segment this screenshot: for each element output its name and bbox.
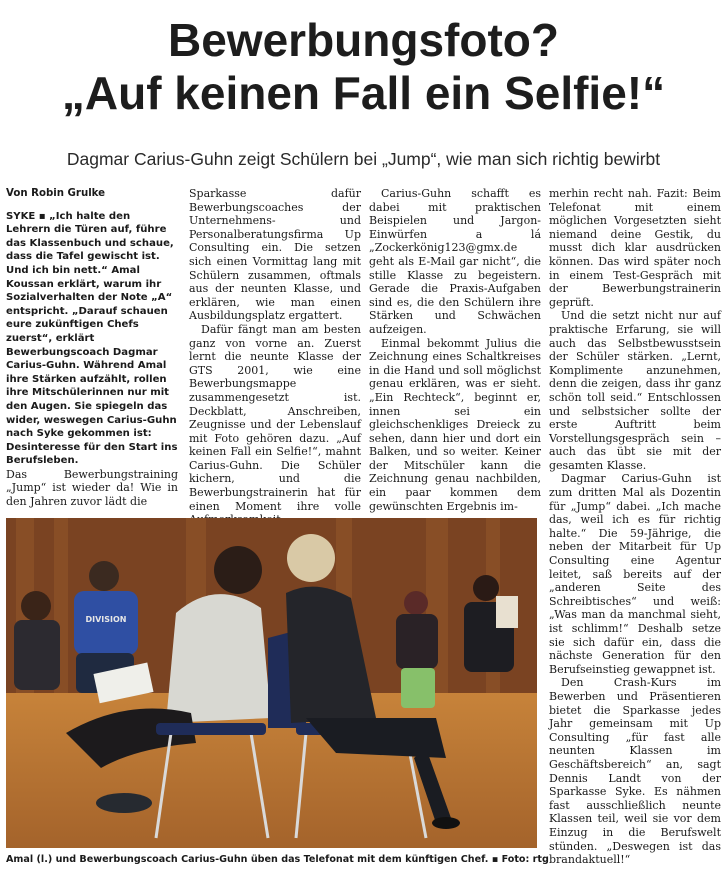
sweater-print: DIVISION <box>85 615 127 624</box>
body-paragraph: Dagmar Carius-Guhn ist zum dritten Mal als Dozentin für „Jump“ dabei. „Ich mache das, weil ich es für richtig halte.“ Die 59-Jährige, die neben der Mitarbeit für Up Consulting eine Agentur leitet, saß bereits auf der „anderen Seite des Schreibtisches“ und weiß: „Was man da manchmal sieht, ist schlimm!“ Deshalb setze sie sich dafür ein, dass die nächste Generation für den Berufseinstieg gewappnet ist. <box>549 472 721 676</box>
photo-caption: Amal (l.) und Bewerbungscoach Carius-Guhn üben das Telefonat mit dem künftigen Chef. ▪ Foto: rtg <box>6 854 549 865</box>
body-paragraph: Sparkasse dafür Bewerbungscoaches der Unternehmens- und Personalberatungsfirma Up Consulting ein. Die setzen sich einen Vormittag lang mit Schülern zusammen, oftmals aus der neunten Klasse, und erklären, wie man einen Ausbildungsplatz ergattert. <box>189 187 361 323</box>
lead-paragraph: SYKE ▪ „Ich halte den Lehrern die Türen auf, führe das Klassenbuch und schaue, dass die Tafel gewischt ist. Und ich bin nett.“ Amal Koussan erklärt, warum ihr Sozialverhalten der Note „A“ entspricht. „Darauf schauen eure zukünftigen Chefs zuerst“, erklärt Bewerbungscoach Dagmar Carius-Guhn. Während Amal ihre Stärken aufzählt, rollen ihre Mitschülerinnen nur mit den Augen. Sie spiegeln das wider, weswegen Carius-Guhn nach Syke gekommen ist: Desinteresse für den Start ins Berufsleben. <box>6 210 178 467</box>
headline <box>0 14 727 120</box>
column-1 <box>6 187 178 509</box>
body-paragraph: Einmal bekommt Julius die Zeichnung eines Schaltkreises in die Hand und soll möglichst genau erklären, was er sieht. „Ein Rechteck“, beginnt er, innen sei ein gleichschenkliges Dreieck zu sehen, dann hier und dort ein Balken, und so weiter. Keiner der Mitschüler kann die Zeichnung genau nachbilden, ein paar kommen dem gewünschten Ergebnis im- <box>369 336 541 513</box>
headline-line-2: „Auf keinen Fall ein Selfie!“ <box>61 67 666 119</box>
body-paragraph: Dafür fängt man am besten ganz von vorne an. Zuerst lernt die neunte Klasse der GTS 2001, wie eine Bewerbungsmappe zusammengesetzt ist. Deckblatt, Anschreiben, Zeugnisse und der Lebenslauf mit Foto gehören dazu. „Auf keinen Fall ein Selfie!“, mahnt Carius-Guhn. Die Schüler kichern, und die Bewerbungstrainerin hat für einen Moment ihre volle <box>189 322 361 513</box>
headline-line-1: Bewerbungsfoto? <box>168 14 559 66</box>
column-4 <box>549 187 721 867</box>
column-3 <box>369 187 541 513</box>
body-paragraph: Das Bewerbungstraining „Jump“ ist wieder da! Wie in den Jahren zuvor lädt die <box>6 467 178 509</box>
body-paragraph: merhin recht nah. Fazit: Beim Telefonat mit einem möglichen Vorgesetzten sieht niemand deine Gestik, du musst dich klar ausdrücken können. Das wird später noch in einem Test-Gespräch mit der Bewerbungstrainerin geprüft. <box>549 187 721 309</box>
author-byline: Von Robin Grulke <box>6 188 106 199</box>
body-paragraph: Den Crash-Kurs im Bewerben und Präsentieren bietet die Sparkasse jedes Jahr gemeinsam mit Up Consulting „für fast alle neunten Klassen im Geschäftsbereich“ an, sagt Dennis Landt von der Sparkasse Syke. Es nähmen fast ausschließlich neunte Klassen teil, weil sie vor dem Einzug in die Berufswelt stünden. „Deswegen ist das brandaktuell!“ <box>549 676 721 867</box>
article-photo <box>6 518 537 848</box>
subheadline: Dagmar Carius-Guhn zeigt Schülern bei „Jump“, wie man sich richtig bewirbt <box>66 149 661 169</box>
body-paragraph: Carius-Guhn schafft es dabei mit praktischen Beispielen und Jargon-Einwürfen a lá „Zockerkönig123@gmx.de geht als E-Mail gar nicht“, die stille Klasse zu begeistern. Gerade die Praxis-Aufgaben sind es, die den Schülern ihre Stärken und Schwächen aufzeigen. <box>369 187 541 336</box>
column-2 <box>189 187 361 527</box>
photo-illustration <box>6 518 537 848</box>
body-paragraph: Und die setzt nicht nur auf praktische Erfarung, sie will auch das Selbstbewusstsein der Schüler stärken. „Lernt, Komplimente anzunehmen, denn die zeigen, dass ihr ganz schön toll seid.“ Entschlossen und selbstsicher sollte der erste Auftritt beim Vorstellungsgespräch sein – auch das übt sie mit der gesamten Klasse. <box>549 309 721 472</box>
